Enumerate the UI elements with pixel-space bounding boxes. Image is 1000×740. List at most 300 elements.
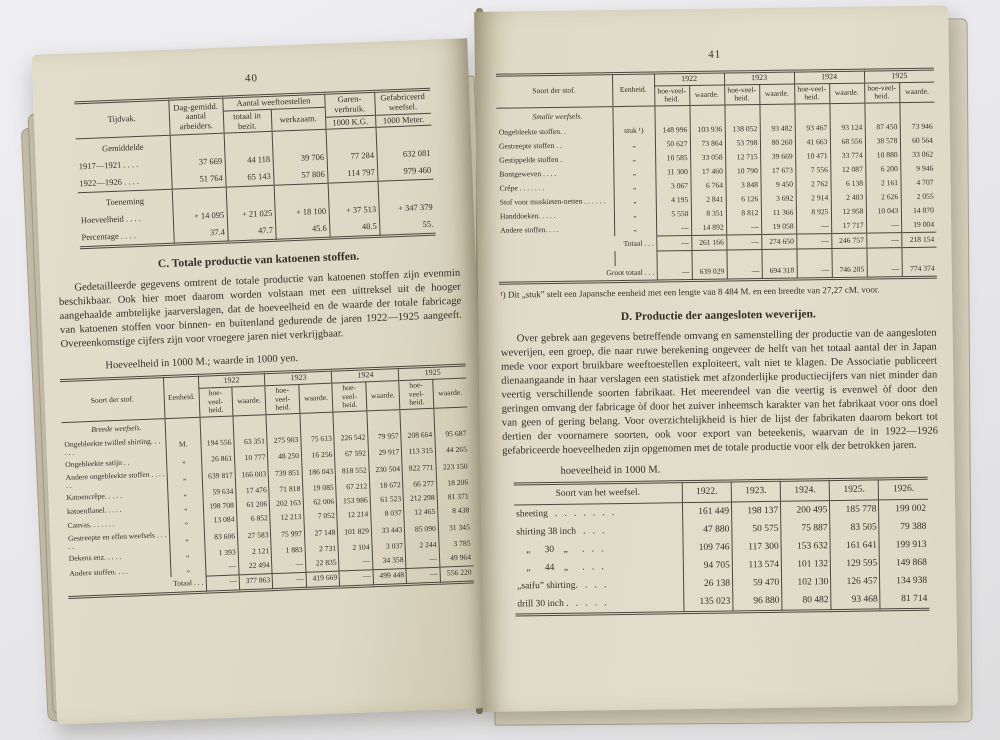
col-header-eenheid: Eenheid. xyxy=(163,375,199,418)
value-cell: 37.4 xyxy=(173,224,228,245)
group-label: Smalle weefsels. xyxy=(532,111,583,121)
empty-cell xyxy=(899,102,934,120)
value-cell: 81 714 xyxy=(880,590,929,610)
value-cell: 3 848 xyxy=(725,178,760,192)
value-cell: 10 471 xyxy=(795,149,830,163)
value-cell: 8 037 xyxy=(371,507,405,522)
value-cell: 639 029 xyxy=(692,264,727,280)
value-cell: 80 482 xyxy=(782,591,831,611)
row-label: Crêpe . . . . . . . xyxy=(499,182,545,193)
col-header-eenheid: Eenheid. xyxy=(612,73,654,107)
row-label: 1922—1926 . . . . xyxy=(79,175,140,189)
row-label: Gestippelde stoffen . xyxy=(499,154,563,165)
value-cell: 81 371 xyxy=(437,490,471,505)
value-cell: 2 841 xyxy=(691,192,726,206)
value-cell: — xyxy=(727,264,762,280)
empty-cell xyxy=(367,409,401,428)
year-header: 1924. xyxy=(780,480,829,502)
value-cell: 556 220 xyxy=(440,565,474,582)
value-cell: 14 870 xyxy=(901,204,936,218)
value-cell: 185 778 xyxy=(830,500,879,519)
value-cell: 2 403 xyxy=(831,191,866,205)
empty-cell xyxy=(333,410,367,429)
value-cell: 2 762 xyxy=(795,177,830,191)
empty-cell xyxy=(864,103,899,121)
value-cell: 129 595 xyxy=(830,555,879,574)
value-cell: 94 705 xyxy=(683,557,732,576)
value-cell: 161 449 xyxy=(682,502,731,521)
value-cell: 9 450 xyxy=(760,178,795,192)
value-cell: + 347 379 xyxy=(378,199,435,218)
value-cell: 75 997 xyxy=(271,524,305,544)
value-cell: 246 757 xyxy=(831,233,866,248)
empty-cell xyxy=(266,413,300,432)
empty-cell xyxy=(328,182,379,203)
grand-total-label: Groot totaal . . . xyxy=(606,267,655,277)
row-label: Hoeveelheid . . . . xyxy=(80,212,141,226)
value-cell: 2 104 xyxy=(338,541,372,556)
unit-cell: „ xyxy=(169,514,204,529)
value-cell: 45.6 xyxy=(275,220,330,241)
value-cell: + 14 095 xyxy=(172,207,227,226)
value-cell: 61 523 xyxy=(370,493,404,508)
broad-fabrics-table xyxy=(60,364,474,599)
row-label: „ 30 „ . . . xyxy=(516,543,604,556)
value-cell: 66 277 xyxy=(403,477,437,492)
year-header: 1922. xyxy=(682,481,731,503)
value-cell: 261 166 xyxy=(691,235,726,250)
value-cell: 10 880 xyxy=(865,148,900,162)
value-cell: 2 626 xyxy=(866,190,901,204)
empty-cell xyxy=(794,104,829,122)
col-header-arbeiders: Dag-gemidd. aantal arbeiders. xyxy=(168,97,223,135)
section-d-heading: D. Productie der aangesloten weverijen. xyxy=(620,308,816,324)
section-d-paragraph: Over gebrek aan gegevens betreffende omvang en samenstelling der productie van de aangesloten weverijen, een groep, die naar ruwe berekening ongeveer de helft van het totaal aantal der in Japan mede voor export bruikbare weeftoestellen exploiteert, valt niet te klagen. De Associatie publiceert dienaangaande in haar verslagen een statistiek met afzonderlijke productiecijfers van niet minder dan veertig verschillende soorten fabrikaat. Het meerendeel van die veertig is evenwel òf door den geringen omvang der fabricage òf door het zuiver inheemsch karakter van het fabrikaat voor ons doel van geen of gering belang. Voor overzichtelijkheid is hier de lijst der fabrikaten daarom bekort tot dertien der voornamere soorten, ook voor export van beteekenis, waarvan de in 1922—1926 gefabriceerde hoeveelheden zijn opgenomen met de totale productie voor elk der betrokken jaren. xyxy=(500,327,939,457)
row-label: 1917—1921 . . . . xyxy=(78,158,139,172)
empty-cell xyxy=(233,414,267,433)
value-cell: 27 583 xyxy=(237,526,271,546)
value-cell: 7 556 xyxy=(795,163,830,177)
value-cell: 499 448 xyxy=(373,568,407,585)
unit-kg: 1000 K.G. xyxy=(325,115,375,130)
value-cell: 83 606 xyxy=(204,527,238,547)
empty-cell xyxy=(165,417,200,436)
year-header: 1922 xyxy=(654,72,724,86)
value-cell: 8 925 xyxy=(796,205,831,219)
sub-header-hoeveelheid: hoe-veel-heid. xyxy=(198,387,233,417)
value-cell: 198 137 xyxy=(731,502,780,521)
sub-header-hoeveelheid: hoe-veel-heid. xyxy=(332,382,367,412)
total-label: Totaal . . . xyxy=(623,238,654,248)
value-cell: 822 771 xyxy=(402,458,436,478)
value-cell: 113 315 xyxy=(402,444,436,459)
page-number-left: 40 xyxy=(244,72,259,85)
row-label: Percentage . . . . xyxy=(81,230,136,243)
narrow-fabrics-table xyxy=(496,68,937,285)
value-cell: 87 450 xyxy=(865,120,900,134)
group-label: Toeneming xyxy=(78,189,173,212)
value-cell: 12 087 xyxy=(830,163,865,177)
sub-header-waarde: waarde. xyxy=(433,378,468,408)
value-cell: 13 084 xyxy=(203,513,237,528)
sub-header-hoeveelheid: hoe-veel-heid. xyxy=(724,85,759,105)
value-cell: 212 298 xyxy=(403,491,437,506)
value-cell: 93 468 xyxy=(831,591,880,611)
value-cell: 161 641 xyxy=(830,537,879,556)
value-cell: — xyxy=(866,218,901,233)
empty-cell xyxy=(901,247,936,262)
value-cell: 199 913 xyxy=(879,536,928,555)
value-cell: 47 880 xyxy=(683,521,732,540)
unit-cell: „ xyxy=(169,528,204,548)
value-cell: 67 592 xyxy=(335,447,369,462)
empty-cell xyxy=(378,179,435,201)
value-cell: 12 214 xyxy=(337,508,371,523)
empty-cell xyxy=(656,250,691,265)
value-cell: 6 764 xyxy=(690,178,725,192)
empty-cell xyxy=(614,251,656,266)
sub-header-hoeveelheid: hoe-veel-heid. xyxy=(864,83,899,103)
empty-cell xyxy=(759,104,794,122)
value-cell: 65 143 xyxy=(225,168,274,187)
value-cell: 61 206 xyxy=(236,498,270,513)
value-cell: 818 552 xyxy=(335,461,369,481)
value-cell: 48.5 xyxy=(329,218,380,238)
value-cell: 50 627 xyxy=(655,137,690,151)
empty-cell xyxy=(170,133,225,155)
value-cell: 153 986 xyxy=(337,494,371,509)
value-cell: 73 864 xyxy=(690,136,725,150)
empty-cell xyxy=(434,407,468,426)
value-cell: 75 887 xyxy=(781,519,830,538)
empty-cell xyxy=(326,128,377,149)
col-header-soort: Soort der stof. xyxy=(60,377,165,422)
sub-header-waarde: waarde. xyxy=(759,84,794,104)
empty-cell xyxy=(689,105,724,123)
value-cell: 22 835 xyxy=(305,556,339,572)
sub-header-waarde: waarde. xyxy=(232,386,267,416)
value-cell: 6 126 xyxy=(726,192,761,206)
value-cell: 19 004 xyxy=(901,218,936,233)
sub-header-waarde: waarde. xyxy=(366,381,401,411)
col-header-weefsel: Gefabriceerd weefsel. xyxy=(374,89,431,115)
unit-cell: „ xyxy=(613,137,655,152)
value-cell: 194 556 xyxy=(200,433,234,453)
row-label: Andere stoffen. . . . xyxy=(69,566,128,578)
value-cell: 17 673 xyxy=(760,164,795,178)
empty-cell xyxy=(272,130,327,152)
unit-cell: M. xyxy=(166,434,201,454)
value-cell: 2 055 xyxy=(901,190,936,204)
value-cell: 33 774 xyxy=(830,149,865,163)
value-cell: 18 672 xyxy=(369,479,403,494)
value-cell: 39 706 xyxy=(272,149,327,168)
value-cell: 149 868 xyxy=(880,554,929,573)
unit-meter: 1000 Meter. xyxy=(375,113,431,128)
empty-cell xyxy=(866,248,901,263)
value-cell: — xyxy=(867,262,902,278)
unit-cell: stuk ¹) xyxy=(613,123,655,138)
footnote: ¹) Dit „stuk” stelt een Japansche eenheid met een lengte van 8 484 M. en een breedte van 27,27 cM. voor. xyxy=(499,284,880,300)
unit-cell: „ xyxy=(168,486,203,501)
empty-cell xyxy=(726,249,761,264)
value-cell: 12 958 xyxy=(831,205,866,219)
value-cell: 8 438 xyxy=(437,504,471,519)
value-cell: 33 443 xyxy=(371,521,405,541)
value-cell: 5 550 xyxy=(656,207,691,221)
row-label: Ongebleekte stoffen. . xyxy=(498,126,566,137)
value-cell: 59 634 xyxy=(202,485,236,500)
value-cell: — xyxy=(726,234,761,249)
row-label: „saifu” shirting. . . . xyxy=(517,579,607,592)
value-cell: — xyxy=(866,233,901,248)
value-cell: 44 118 xyxy=(224,151,273,170)
row-label: Dekens enz. . . . . xyxy=(68,552,122,564)
row-label: Katoencrêpe. . . . . xyxy=(66,491,123,503)
value-cell: 10 777 xyxy=(234,451,268,466)
value-cell: 202 163 xyxy=(270,496,304,511)
value-cell: 12 213 xyxy=(270,510,304,525)
value-cell: 2 731 xyxy=(305,542,339,557)
year-header: 1923. xyxy=(731,480,780,502)
value-cell: 79 957 xyxy=(367,427,401,447)
sub-header-hoeveelheid: hoe-veel-heid. xyxy=(265,385,300,415)
value-cell: — xyxy=(796,219,831,234)
row-label: Bontgeweven . . . . xyxy=(499,168,557,179)
value-cell: 41 663 xyxy=(795,135,830,149)
value-cell: 39 669 xyxy=(760,150,795,164)
value-cell: 44 265 xyxy=(435,443,469,458)
row-label: „ 44 „ . . . xyxy=(516,561,604,574)
value-cell: 186 043 xyxy=(302,462,336,482)
year-header: 1924 xyxy=(794,70,864,84)
value-cell: 34 358 xyxy=(372,554,406,570)
value-cell: — xyxy=(797,263,832,279)
row-label: Stof voor muskieten-netten . . . . . . xyxy=(499,195,606,207)
value-cell: 746 205 xyxy=(832,263,867,279)
year-header: 1925 xyxy=(399,365,467,381)
empty-cell xyxy=(691,250,726,265)
value-cell: 14 892 xyxy=(691,220,726,235)
value-cell: 63 351 xyxy=(234,432,268,452)
value-cell: 27 148 xyxy=(304,523,338,543)
value-cell: 49 964 xyxy=(439,551,473,567)
value-cell: 67 212 xyxy=(336,480,370,495)
col-header-totaal-in-bezit: totaal in bezit. xyxy=(223,109,272,133)
empty-cell xyxy=(724,105,759,123)
value-cell: 2 914 xyxy=(796,191,831,205)
value-cell: 33 062 xyxy=(900,148,935,162)
total-label: Totaal . . . xyxy=(172,577,204,589)
unit-cell: „ xyxy=(614,221,656,236)
sub-header-hoeveelheid: hoe-veel-heid. xyxy=(399,379,434,409)
value-cell: 226 542 xyxy=(334,428,368,448)
sub-header-hoeveelheid: hoe-veel-heid. xyxy=(794,84,829,104)
unit-cell: „ xyxy=(167,467,202,487)
weefsel-table xyxy=(514,477,930,617)
value-cell: 694 318 xyxy=(762,264,797,280)
value-cell: 71 818 xyxy=(269,482,303,497)
value-cell: 6 138 xyxy=(830,177,865,191)
value-cell: 68 556 xyxy=(830,135,865,149)
section-c-heading: C. Totale productie van katoenen stoffen. xyxy=(157,250,360,271)
value-cell: 148 996 xyxy=(655,123,690,137)
unit-cell: „ xyxy=(614,207,656,222)
value-cell: 85 090 xyxy=(405,519,439,539)
value-cell: 218 154 xyxy=(901,232,936,247)
value-cell: 55. xyxy=(379,216,436,237)
table-caption-left: Hoeveelheid in 1000 M.; waarde in 1000 yen. xyxy=(105,353,299,372)
value-cell: + 37 513 xyxy=(328,201,379,220)
value-cell: 1 393 xyxy=(205,546,239,561)
col-header-soort: Soort der stof. xyxy=(496,74,612,109)
unit-cell: „ xyxy=(171,561,206,577)
value-cell: 77 284 xyxy=(326,147,377,166)
col-header-soort-weefsel: Soort van het weefsel. xyxy=(514,482,683,506)
value-cell: — xyxy=(406,552,440,568)
value-cell: 135 023 xyxy=(684,593,733,613)
value-cell: 51 764 xyxy=(171,170,226,190)
row-label: Ongebleekte satijn . . xyxy=(65,457,130,470)
group-label: Gemiddelde xyxy=(101,141,144,154)
value-cell: 134 938 xyxy=(880,572,929,591)
empty-cell xyxy=(224,132,273,153)
value-cell: 3 785 xyxy=(439,537,473,552)
value-cell: 60 564 xyxy=(900,134,935,148)
row-label: shirting 38 inch . . . xyxy=(516,525,605,538)
value-cell: — xyxy=(339,555,373,571)
empty-cell xyxy=(172,187,227,209)
year-header: 1926. xyxy=(879,478,928,500)
value-cell: 11 366 xyxy=(761,206,796,220)
value-cell: 53 798 xyxy=(725,136,760,150)
value-cell: 101 829 xyxy=(338,522,372,542)
year-header: 1923 xyxy=(265,370,332,386)
value-cell: 113 574 xyxy=(732,556,781,575)
value-cell: 4 707 xyxy=(900,176,935,190)
unit-cell: „ xyxy=(613,151,655,166)
empty-cell xyxy=(226,186,275,207)
value-cell: 22 494 xyxy=(239,559,273,575)
value-cell: 223 150 xyxy=(436,457,470,477)
value-cell: 93 482 xyxy=(760,122,795,136)
value-cell: — xyxy=(339,569,373,586)
value-cell: 96 880 xyxy=(733,592,782,612)
value-cell: 632 081 xyxy=(376,145,433,164)
value-cell: 75 613 xyxy=(301,429,335,449)
row-label: drill 30 inch . . . . . xyxy=(517,597,607,610)
row-label: Gestreepte stoffen . . xyxy=(498,140,562,151)
value-cell: 2 121 xyxy=(238,545,272,560)
value-cell: — xyxy=(205,560,239,576)
value-cell: 3 067 xyxy=(655,179,690,193)
value-cell: 31 345 xyxy=(438,518,472,538)
empty-cell xyxy=(831,248,866,263)
value-cell: 274 650 xyxy=(761,234,796,249)
value-cell: 419 669 xyxy=(306,571,340,588)
sub-header-waarde: waarde. xyxy=(299,383,334,413)
left-page xyxy=(31,38,492,724)
empty-cell xyxy=(829,103,864,121)
unit-cell: „ xyxy=(166,453,201,468)
value-cell: 62 006 xyxy=(303,495,337,510)
empty-cell xyxy=(761,249,796,264)
value-cell: 102 130 xyxy=(782,573,831,592)
empty-cell xyxy=(498,252,614,268)
value-cell: 109 746 xyxy=(683,539,732,558)
value-cell: 79 388 xyxy=(879,518,928,537)
value-cell: 19 058 xyxy=(761,220,796,235)
value-cell: 17 476 xyxy=(236,484,270,499)
empty-cell xyxy=(654,105,689,123)
value-cell: 103 936 xyxy=(690,122,725,136)
value-cell: 8 351 xyxy=(691,206,726,220)
value-cell: 10 585 xyxy=(655,151,690,165)
value-cell: 18 206 xyxy=(436,476,470,491)
year-header: 1925 xyxy=(864,69,934,83)
table-caption-right: hoeveelheid in 1000 M. xyxy=(560,464,661,477)
value-cell: 12 465 xyxy=(404,505,438,520)
row-label: sheeting . . . . . . . xyxy=(516,507,615,520)
col-header-garenverbruik: Garen-verbruik. xyxy=(324,91,375,116)
value-cell: — xyxy=(406,567,440,584)
value-cell: 33 058 xyxy=(690,150,725,164)
value-cell: 12 715 xyxy=(725,150,760,164)
value-cell: 979 460 xyxy=(377,162,434,182)
value-cell: 19 085 xyxy=(303,481,337,496)
empty-cell xyxy=(400,408,434,427)
value-cell: 50 575 xyxy=(732,520,781,539)
value-cell: 9 946 xyxy=(900,162,935,176)
value-cell: 3 037 xyxy=(372,540,406,555)
value-cell: 47.7 xyxy=(227,222,276,242)
value-cell: 2 161 xyxy=(865,176,900,190)
value-cell: 6 852 xyxy=(237,512,271,527)
value-cell: 200 495 xyxy=(781,501,830,520)
year-header: 1925. xyxy=(829,479,878,501)
row-label: Canvas. . . . . . . xyxy=(67,519,115,531)
value-cell: — xyxy=(656,221,691,236)
value-cell: 73 946 xyxy=(900,120,935,134)
value-cell: — xyxy=(273,572,307,589)
value-cell: 739 851 xyxy=(268,464,302,484)
empty-cell xyxy=(300,412,334,431)
value-cell: 199 002 xyxy=(879,500,928,519)
value-cell: 93 124 xyxy=(830,121,865,135)
sub-header-waarde: waarde. xyxy=(689,85,724,105)
col-header-werkzaam: werkzaam. xyxy=(271,107,326,132)
value-cell: 48 250 xyxy=(268,450,302,465)
empty-cell xyxy=(612,106,654,124)
sub-header-waarde: waarde. xyxy=(829,83,864,103)
value-cell: 3 692 xyxy=(761,192,796,206)
section-c-paragraph: Gedetailleerde gegevens omtrent de totale productie van katoenen stoffen zijn evenmin beschikbaar. Ook hier moet daarom worden volstaan met een uittreksel uit de hooger aangehaalde ambtelijke jaarverslagen, dat de hoeveelheid en de waarde der totale fabricage van katoenen stoffen voor binnen- en buitenland gedurende de jaren 1922—1925 aangeeft. Overeenkomstige cijfers zijn voor vroegere jaren niet verkrijgbaar. xyxy=(58,267,462,351)
group-label: Breede weefsels. xyxy=(91,423,142,435)
value-cell: 198 708 xyxy=(203,499,237,514)
unit-cell: „ xyxy=(613,179,655,194)
empty-cell xyxy=(274,184,329,206)
value-cell: 208 664 xyxy=(401,425,435,445)
value-cell: 11 300 xyxy=(655,165,690,179)
value-cell: 57 806 xyxy=(273,166,328,186)
value-cell: — xyxy=(796,234,831,249)
value-cell: 774 374 xyxy=(902,262,937,278)
value-cell: 639 817 xyxy=(201,466,235,486)
empty-cell xyxy=(796,249,831,264)
sub-header-hoeveelheid: hoe-veel-heid. xyxy=(654,85,689,105)
value-cell: 10 043 xyxy=(866,204,901,218)
empty-cell xyxy=(376,125,433,147)
